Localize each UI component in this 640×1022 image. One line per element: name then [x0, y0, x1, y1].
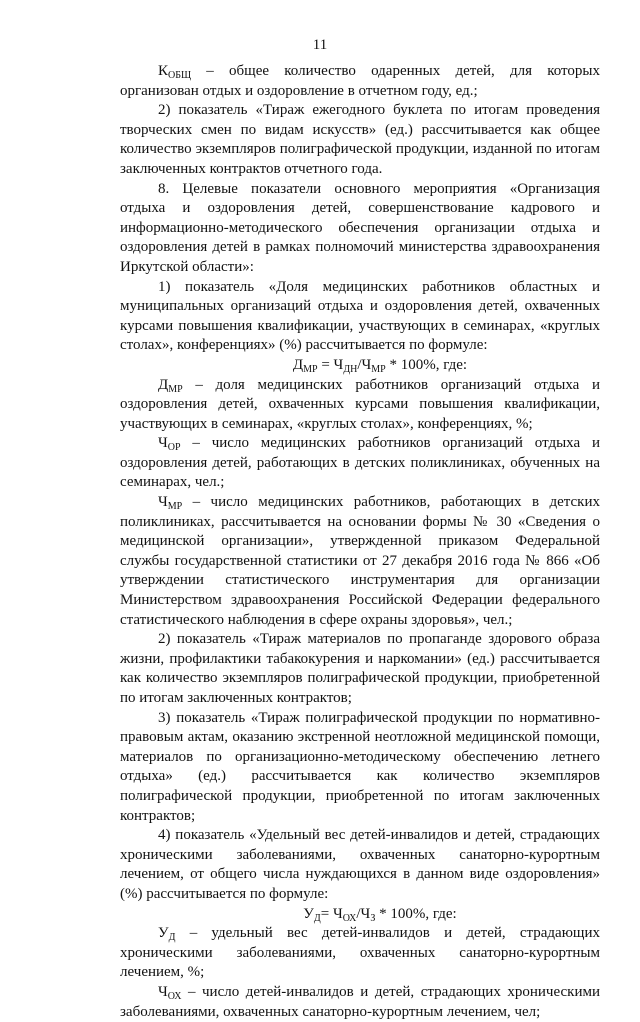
definition-paragraph: [120, 434, 600, 493]
document-body: [120, 62, 600, 1022]
body-paragraph: 4) показатель «Удельный вес детей-инвалидов и детей, страдающих хроническими заболеваниями, охваченных санаторно-курортным лечением, от общего числа нуждающихся в данном виде оздоровления» (%) рассчитывается по формуле:: [120, 827, 600, 902]
symbol: $Ч_{ОХ}$: [158, 983, 182, 1002]
symbol: $К_{ОБЩ}$: [158, 63, 192, 81]
symbol: $Ч_{МР}$: [158, 494, 183, 513]
symbol: $Д_{МР}$: [158, 376, 183, 395]
page-number: 11: [312, 37, 328, 53]
body-paragraph: 1) показатель «Доля медицинских работников областных и муниципальных организаций отдыха и оздоровления детей, охваченных курсами повышения квалификации, участвующих в семинарах, «круглых столах», конференциях» (%) рассчитывается по формуле:: [120, 278, 600, 354]
definition-paragraph: [120, 493, 600, 630]
body-paragraph: 3) показатель «Тираж полиграфической продукции по нормативно-правовым актам, оказанию экстренной неотложной медицинской помощи, материалов по организационно-методическому обеспечению летнего отдыха» (ед.) рассчитывается как количество экземпляров полиграфической продукции, приобретенной по итогам заключенных контрактов;: [120, 709, 600, 824]
body-paragraph: 8. Целевые показатели основного мероприятия «Организация отдыха и оздоровления детей, совершенствование кадрового и информационно-методического обеспечения организации отдыха и оздоровления детей в рамках полномочий министерства здравоохранения Иркутской области»:: [120, 180, 600, 275]
body-paragraph: 2) показатель «Тираж материалов по пропаганде здорового образа жизни, профилактики табакокурения и наркомании» (ед.) рассчитывается как количество экземпляров полиграфической продукции, приобретенной по итогам заключенных контрактов;: [120, 631, 600, 706]
definition-text: – общее количество одаренных детей, для которых организован отдых и оздоровление в отчетном году, ед.;: [120, 63, 600, 99]
formula: $У_Д= Ч_{ОХ}/Ч_З * 100\%$, где:: [303, 905, 457, 924]
body-paragraph: 2) показатель «Тираж ежегодного буклета по итогам проведения творческих смен по видам искусств» (ед.) рассчитывается как общее количество экземпляров полиграфической продукции, изданной по итогам заключенных контрактов отчетного года.: [120, 102, 600, 177]
definition-text: – число детей-инвалидов и детей, страдающих хроническими заболеваниями, охваченных санаторно-курортным лечением, чел;: [120, 983, 600, 1020]
definition-paragraph: [120, 924, 600, 983]
definition-paragraph: [120, 983, 600, 1022]
definition-text: – удельный вес детей-инвалидов и детей, страдающих хроническими заболеваниями, охваченных санаторно-курортным лечением, %;: [120, 925, 600, 981]
definition-paragraph: [120, 62, 600, 101]
symbol: $У_Д$: [158, 925, 176, 944]
definition-text: – число медицинских работников, работающих в детских поликлиниках, рассчитывается на основании формы № 30 «Сведения о медицинской организации», утвержденной приказом Федеральной службы государственной статистики от 27 декабря 2016 года № 866 «Об утверждении статистического инструментария для организации Министерством здравоохранения Российской Федерации федерального статистического наблюдения в сфере охраны здоровья», чел.;: [120, 494, 600, 628]
definition-text: – число медицинских работников организаций отдыха и оздоровления детей, работающих в детских поликлиниках, обученных на семинарах, чел.;: [120, 435, 600, 491]
symbol: $Ч_{ОР}$: [158, 435, 181, 454]
definition-text: – доля медицинских работников организаций отдыха и оздоровления детей, охваченных курсами повышения квалификации, участвующих в семинарах, «круглых столах», конференциях, %;: [120, 376, 600, 432]
formula: $Д_{МР} = Ч_{ДН}/Ч_{МР} * 100\%$, где:: [292, 356, 468, 375]
definition-paragraph: [120, 376, 600, 435]
